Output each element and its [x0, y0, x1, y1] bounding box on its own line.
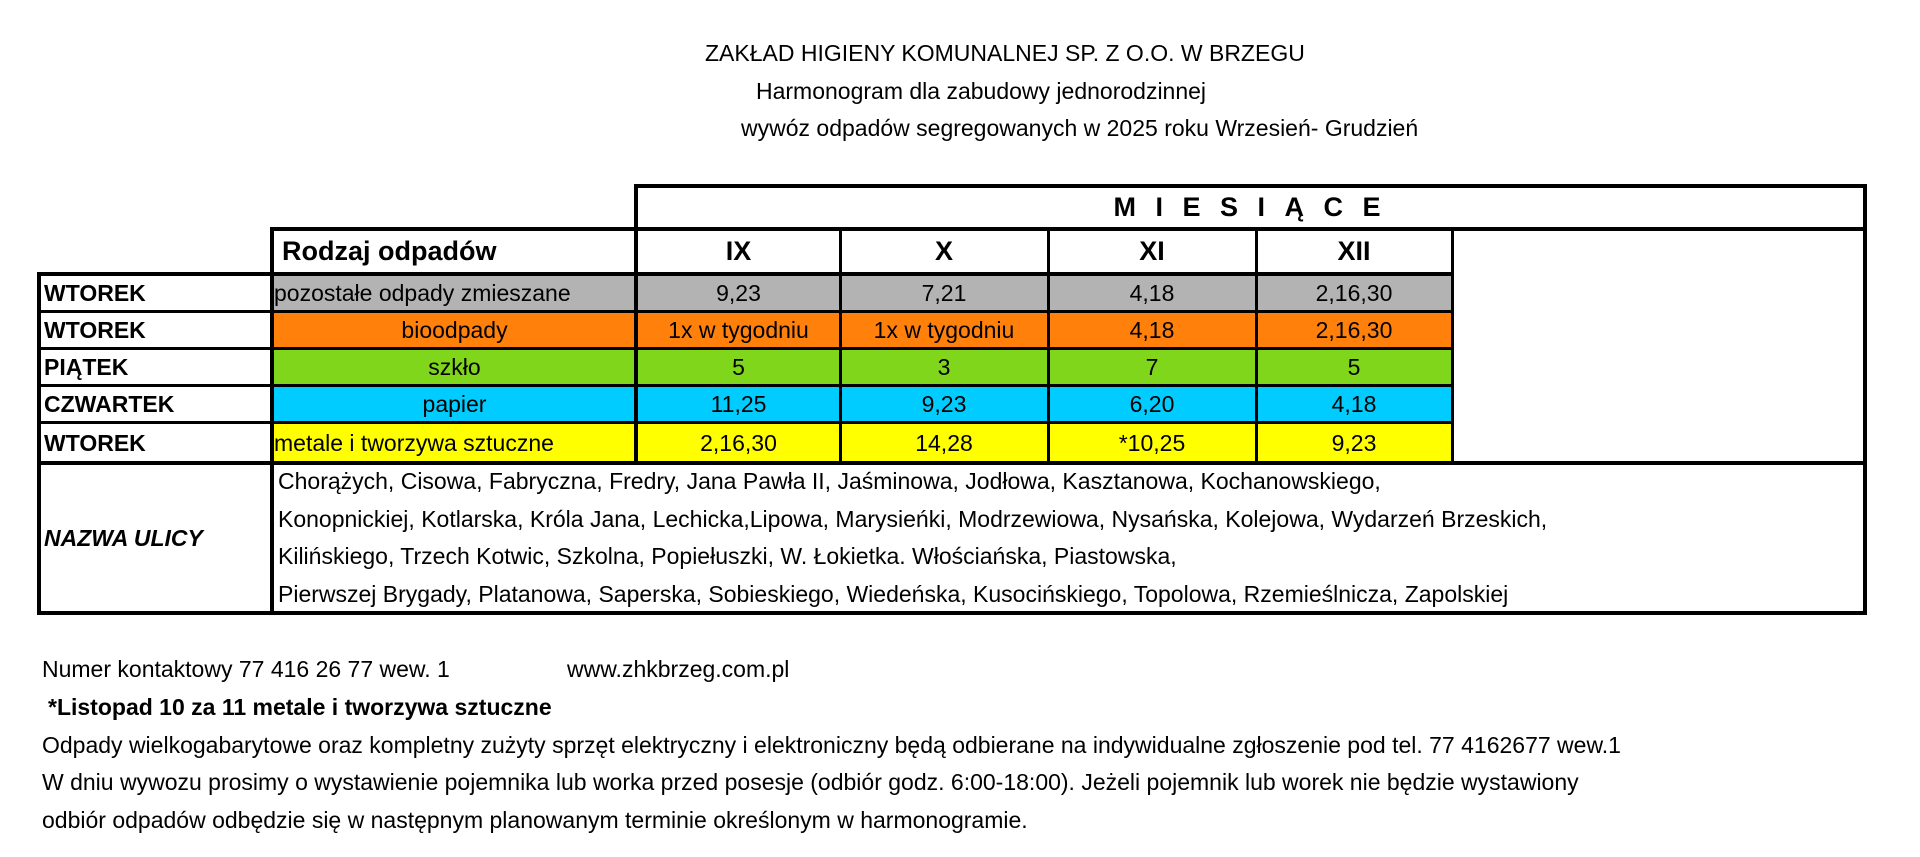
pickup-dates-cell: 9,23 [1256, 423, 1452, 463]
type-header: Rodzaj odpadów [282, 236, 497, 266]
table-rule [637, 184, 1867, 188]
table-rule [37, 272, 1454, 276]
table-rule [839, 227, 842, 463]
table-rule [37, 310, 1454, 313]
street-line: Kilińskiego, Trzech Kotwic, Szkolna, Popiełuszki, W. Łokietka. Włościańska, Piastowska, [278, 543, 1177, 569]
street-line: Pierwszej Brygady, Platanowa, Saperska, Sobieskiego, Wiedeńska, Kusocińskiego, Topolowa, Rzemieślnicza, Zapolskiej [278, 580, 1509, 607]
table-rule [1451, 227, 1454, 463]
pickup-dates-cell: 5 [637, 349, 840, 386]
pickup-dates-cell: 2,16,30 [1256, 312, 1452, 349]
streets-label: NAZWA ULICY [44, 524, 203, 551]
table-rule [37, 384, 1454, 387]
footer-info-line: Odpady wielkogabarytowe oraz kompletny zużyty sprzęt elektryczny i elektroniczny będą odbierane na indywidualne zgłoszenie pod tel. 77 4162677 wew.1 [42, 732, 1621, 758]
weekday-cell: WTOREK [44, 279, 146, 306]
waste-type-cell: metale i tworzywa sztuczne [272, 423, 637, 463]
schedule-period: wywóz odpadów segregowanych w 2025 roku Wrzesień- Grudzień [741, 115, 1419, 141]
table-rule [1863, 184, 1867, 614]
pickup-dates-cell: *10,25 [1048, 423, 1256, 463]
pickup-dates-cell: 7 [1048, 349, 1256, 386]
footer-info-line: odbiór odpadów odbędzie się w następnym planowanym terminie określonym w harmonogramie. [42, 807, 1028, 833]
pickup-dates-cell: 1x w tygodniu [637, 312, 840, 349]
holiday-note: *Listopad 10 za 11 metale i tworzywa sztuczne [48, 694, 552, 720]
pickup-dates-cell: 1x w tygodniu [840, 312, 1048, 349]
pickup-dates-cell: 11,25 [637, 386, 840, 423]
pickup-dates-cell: 2,16,30 [1256, 274, 1452, 312]
month-header: X [934, 236, 953, 266]
month-header: XII [1337, 236, 1371, 266]
pickup-dates-cell: 5 [1256, 349, 1452, 386]
table-rule [1047, 227, 1050, 463]
street-line: Konopnickiej, Kotlarska, Króla Jana, Lechicka,Lipowa, Marysieńki, Modrzewiowa, Nysańska, Kolejowa, Wydarzeń Brzeskich, [278, 505, 1548, 532]
pickup-dates-cell: 4,18 [1048, 274, 1256, 312]
pickup-dates-cell: 3 [840, 349, 1048, 386]
month-header: IX [725, 236, 752, 266]
pickup-dates-cell: 14,28 [840, 423, 1048, 463]
table-rule [37, 421, 1454, 424]
weekday-cell: CZWARTEK [44, 391, 175, 417]
pickup-dates-cell: 4,18 [1048, 312, 1256, 349]
schedule-subtitle: Harmonogram dla zabudowy jednorodzinnej [756, 78, 1207, 104]
pickup-dates-cell: 9,23 [637, 274, 840, 312]
months-title: M I E S I Ą C E [1113, 192, 1387, 222]
weekday-cell: PIĄTEK [44, 354, 129, 380]
waste-type-cell: bioodpady [272, 312, 637, 349]
street-line: Chorążych, Cisowa, Fabryczna, Fredry, Jana Pawła II, Jaśminowa, Jodłowa, Kasztanowa, Kochanowskiego, [278, 468, 1381, 494]
month-header: XI [1139, 236, 1165, 266]
street-list [278, 463, 1547, 613]
pickup-dates-cell: 2,16,30 [637, 423, 840, 463]
pickup-dates-cell: 7,21 [840, 274, 1048, 312]
table-rule [270, 227, 1867, 231]
contact-phone: Numer kontaktowy 77 416 26 77 wew. 1 [42, 656, 450, 682]
weekday-cell: WTOREK [44, 317, 146, 343]
pickup-dates-cell: 9,23 [840, 386, 1048, 423]
waste-type-cell: papier [272, 386, 637, 423]
footer-info-line: W dniu wywozu prosimy o wystawienie pojemnika lub worka przed posesje (odbiór godz. 6:00-18:00). Jeżeli pojemnik lub worek nie będzie wystawiony [42, 769, 1579, 795]
pickup-dates-cell: 6,20 [1048, 386, 1256, 423]
website-link[interactable]: www.zhkbrzeg.com.pl [567, 656, 790, 682]
company-name: ZAKŁAD HIGIENY KOMUNALNEJ SP. Z O.O. W BRZEGU [705, 40, 1305, 66]
waste-type-cell: szkło [272, 349, 637, 386]
table-rule [37, 347, 1454, 350]
pickup-dates-cell: 4,18 [1256, 386, 1452, 423]
table-rule [1255, 227, 1258, 463]
weekday-cell: WTOREK [44, 429, 146, 456]
waste-type-cell: pozostałe odpady zmieszane [272, 274, 637, 312]
